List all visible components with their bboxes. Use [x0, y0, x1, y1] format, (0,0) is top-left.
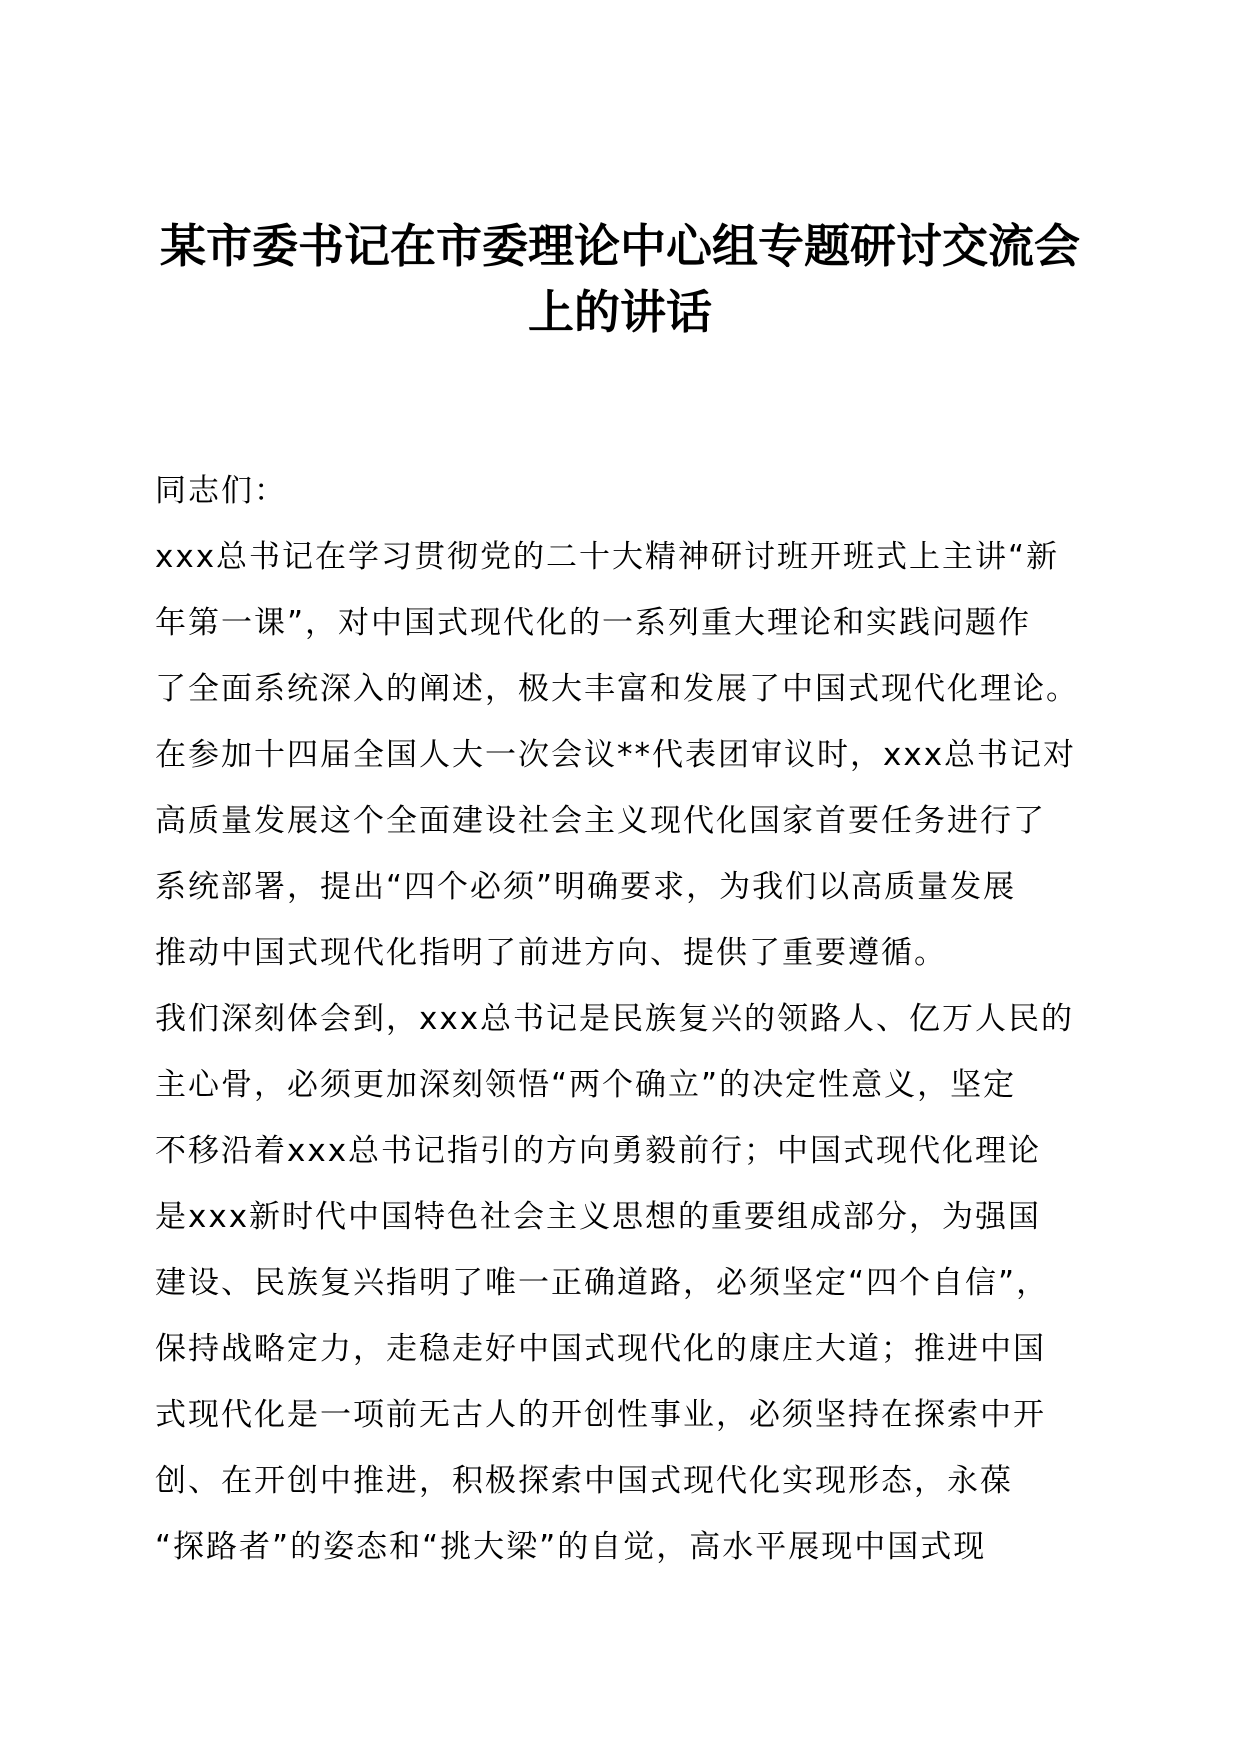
body-line: 主心骨，必须更加深刻领悟“两个确立”的决定性意义，坚定 [155, 1067, 1017, 1103]
salutation: 同志们： [155, 473, 287, 509]
body-line: 建设、民族复兴指明了唯一正确道路，必须坚定“四个自信”， [155, 1265, 1050, 1301]
body-line: 在参加十四届全国人大一次会议**代表团审议时，xxx总书记对 [155, 737, 1077, 773]
body-line: 推动中国式现代化指明了前进方向、提供了重要遵循。 [155, 935, 947, 971]
body-line: 了全面系统深入的阐述，极大丰富和发展了中国式现代化理论。 [155, 671, 1079, 707]
body-line: 我们深刻体会到，xxx总书记是民族复兴的领路人、亿万人民的 [155, 1001, 1075, 1037]
body-line: 是xxx新时代中国特色社会主义思想的重要组成部分，为强国 [155, 1199, 1042, 1235]
body-line: 创、在开创中推进，积极探索中国式现代化实现形态，永葆 [155, 1463, 1013, 1499]
body-line: 年第一课”，对中国式现代化的一系列重大理论和实践问题作 [155, 605, 1032, 641]
body-line: 高质量发展这个全面建设社会主义现代化国家首要任务进行了 [155, 803, 1046, 839]
body-line: 式现代化是一项前无古人的开创性事业，必须坚持在探索中开 [155, 1397, 1046, 1433]
document-title-line-2: 上的讲话 [528, 285, 712, 339]
body-line: “探路者”的姿态和“挑大梁”的自觉，高水平展现中国式现 [155, 1529, 987, 1565]
body-line: 系统部署，提出“四个必须”明确要求，为我们以高质量发展 [155, 869, 1017, 905]
body-line: xxx总书记在学习贯彻党的二十大精神研讨班开班式上主讲“新 [155, 539, 1060, 575]
body-line: 不移沿着xxx总书记指引的方向勇毅前行；中国式现代化理论 [155, 1133, 1042, 1169]
document-body [155, 458, 1095, 1580]
document-title-line-1: 某市委书记在市委理论中心组专题研讨交流会 [160, 219, 1080, 273]
body-line: 保持战略定力，走稳走好中国式现代化的康庄大道；推进中国 [155, 1331, 1046, 1367]
